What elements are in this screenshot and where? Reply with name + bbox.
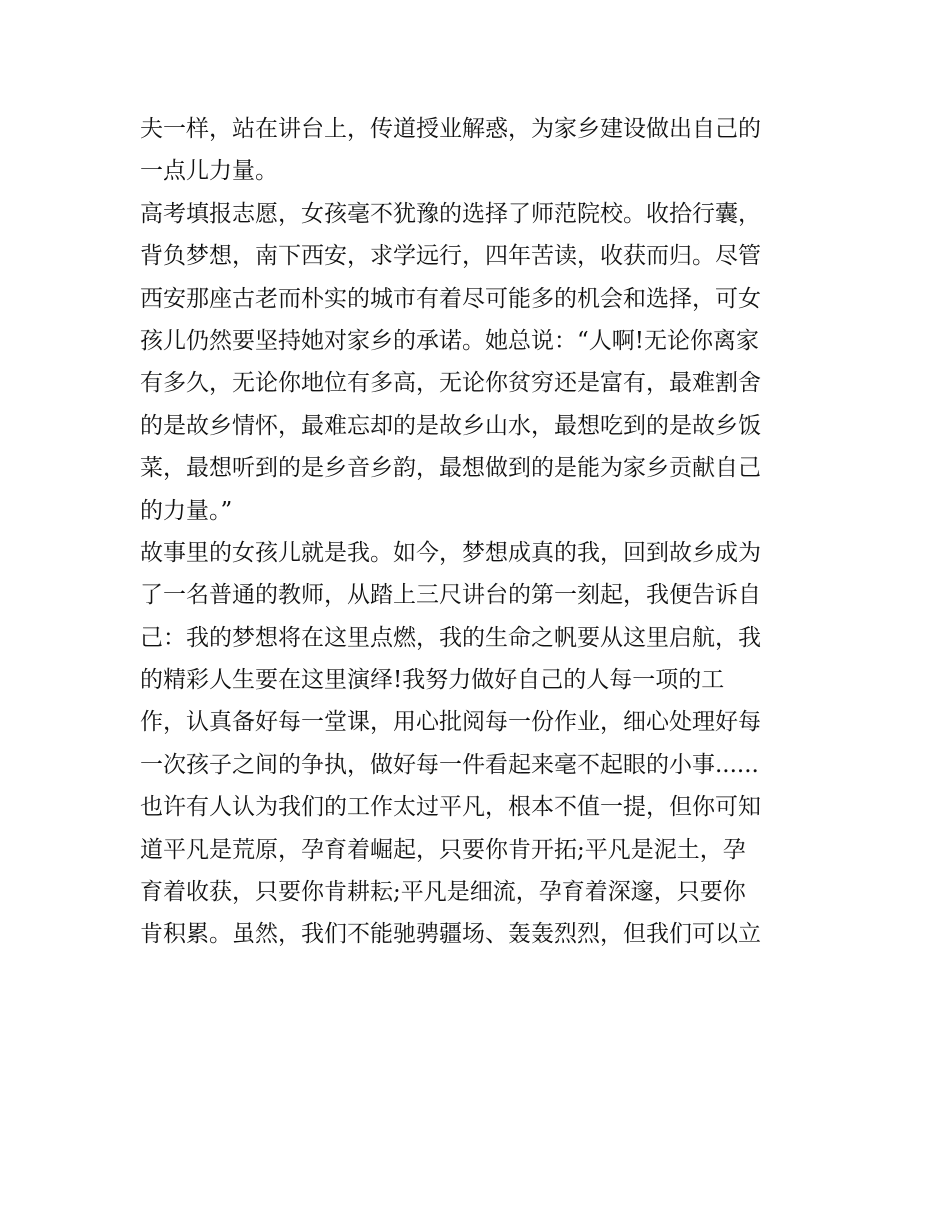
text-line-18: 道平凡是荒原，孕育着崛起，只要你肯开拓;平凡是泥土，孕 <box>140 836 746 863</box>
text-line-20: 肯积累。虽然，我们不能驰骋疆场、轰轰烈烈，但我们可以立 <box>140 921 761 948</box>
body-text <box>140 108 820 956</box>
text-line-15: 作，认真备好每一堂课，用心批阅每一份作业，细心处理好每 <box>140 709 761 736</box>
text-line-12: 了一名普通的教师，从踏上三尺讲台的第一刻起，我便告诉自 <box>140 582 761 609</box>
text-line-2: 一点儿力量。 <box>140 158 278 185</box>
text-line-11: 故事里的女孩儿就是我。如今，梦想成真的我，回到故乡成为 <box>140 539 761 566</box>
text-line-9: 菜，最想听到的是乡音乡韵，最想做到的是能为家乡贡献自己 <box>140 455 761 482</box>
text-line-8: 的是故乡情怀，最难忘却的是故乡山水，最想吃到的是故乡饭 <box>140 412 761 439</box>
text-line-10: 的力量。” <box>140 497 233 524</box>
text-line-5: 西安那座古老而朴实的城市有着尽可能多的机会和选择，可女 <box>140 285 761 312</box>
text-line-3: 高考填报志愿，女孩毫不犹豫的选择了师范院校。收拾行囊， <box>140 200 761 227</box>
text-line-16: 一次孩子之间的争执，做好每一件看起来毫不起眼的小事...... <box>140 751 759 778</box>
text-line-6: 孩儿仍然要坚持她对家乡的承诺。她总说：“人啊!无论你离家 <box>140 327 760 354</box>
text-line-14: 的精彩人生要在这里演绎!我努力做好自己的人每一项的工 <box>140 667 725 694</box>
text-line-13: 己：我的梦想将在这里点燃，我的生命之帆要从这里启航，我 <box>140 624 761 651</box>
text-line-17: 也许有人认为我们的工作太过平凡，根本不值一提，但你可知 <box>140 794 761 821</box>
text-line-1: 夫一样，站在讲台上，传道授业解惑，为家乡建设做出自己的 <box>140 116 761 142</box>
text-line-4: 背负梦想，南下西安，求学远行，四年苦读，收获而归。尽管 <box>140 243 761 270</box>
text-line-7: 有多久，无论你地位有多高，无论你贫穷还是富有，最难割舍 <box>140 370 761 397</box>
text-line-19: 育着收获，只要你肯耕耘;平凡是细流，孕育着深邃，只要你 <box>140 879 746 906</box>
